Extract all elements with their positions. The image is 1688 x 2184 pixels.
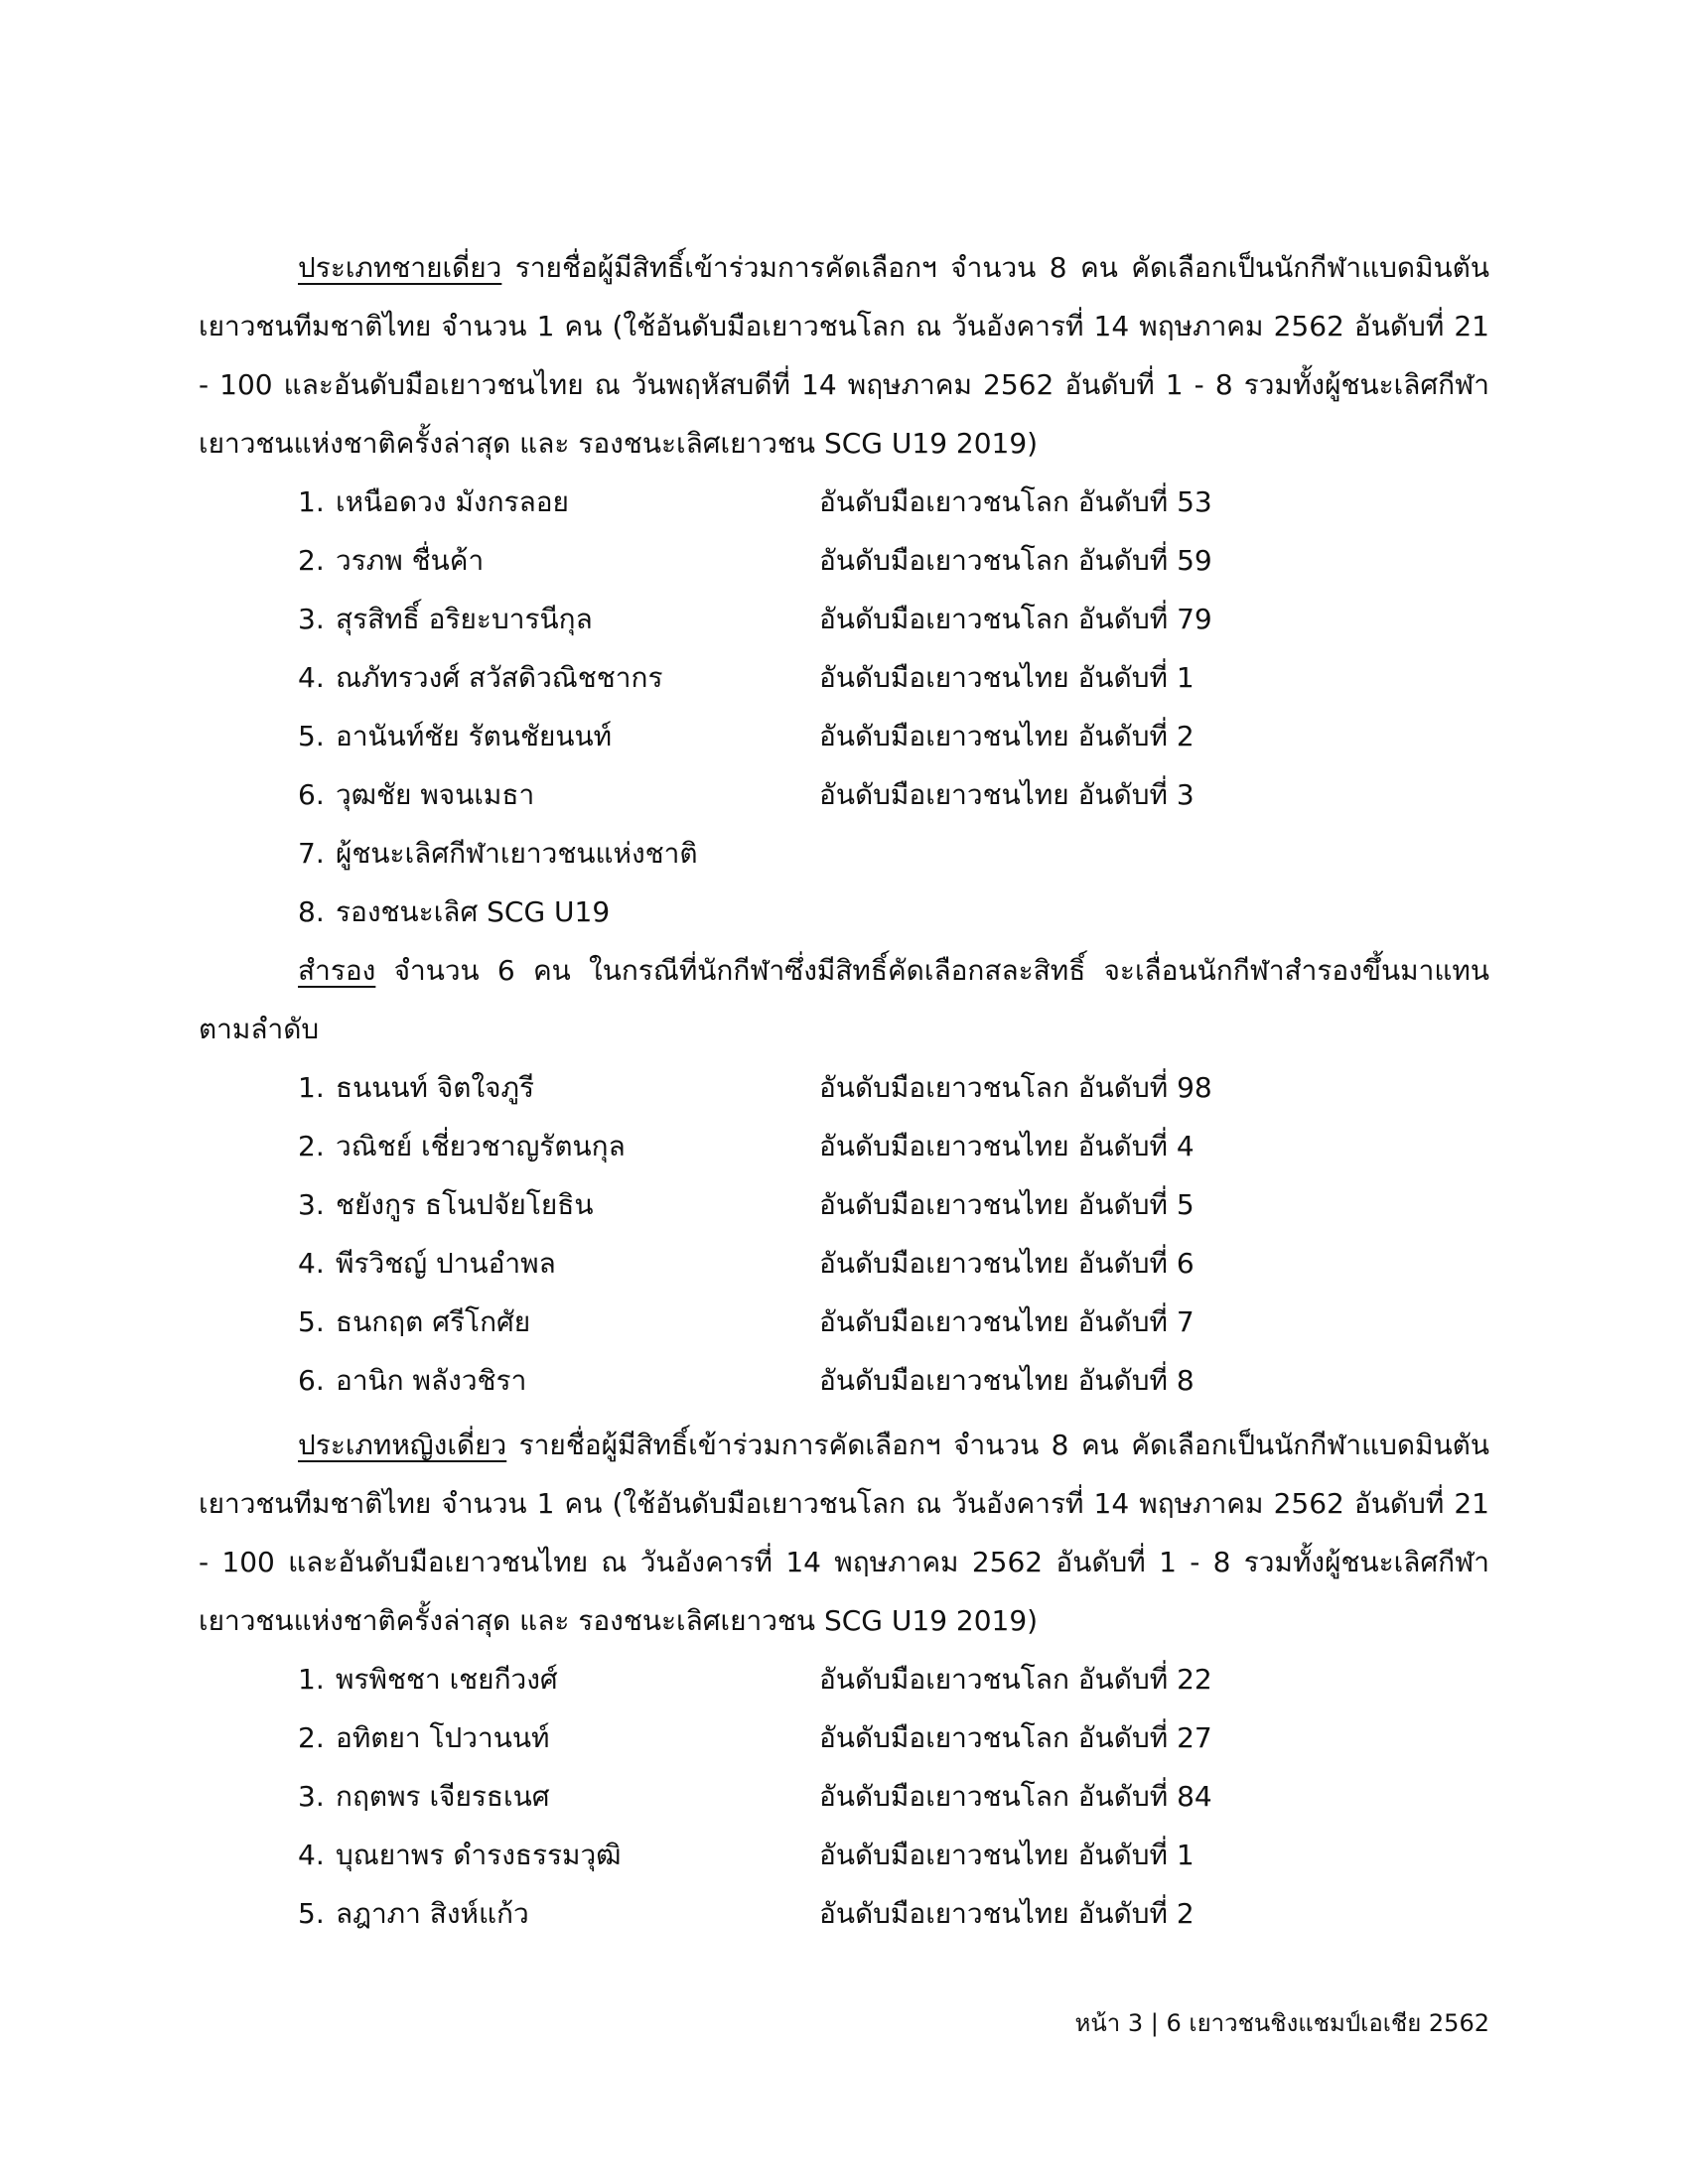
list-item bbox=[199, 707, 1489, 765]
list-item bbox=[199, 648, 1489, 707]
player-name: ผู้ชนะเลิศกีฬาเยาวชนแห่งชาติ bbox=[336, 837, 698, 870]
player-name: อานันท์ชัย รัตนชัยนนท์ bbox=[336, 720, 613, 752]
list-item bbox=[199, 1650, 1489, 1708]
girls-section-intro bbox=[199, 1416, 1489, 1650]
reserve-player-list bbox=[199, 1058, 1489, 1410]
player-rank: อันดับมือเยาวชนโลก อันดับที่ 22 bbox=[819, 1663, 1212, 1696]
list-item bbox=[199, 1826, 1489, 1884]
boys-section-intro bbox=[199, 238, 1489, 473]
item-number: 4. bbox=[298, 661, 325, 694]
list-item bbox=[199, 1767, 1489, 1826]
list-item bbox=[199, 1117, 1489, 1175]
item-number: 2. bbox=[298, 1721, 325, 1754]
item-number: 2. bbox=[298, 544, 325, 577]
reserve-section-intro bbox=[199, 941, 1489, 1058]
player-name: ธนกฤต ศรีโกศัย bbox=[336, 1305, 531, 1338]
item-number: 4. bbox=[298, 1247, 325, 1280]
boys-player-list bbox=[199, 473, 1489, 941]
page-footer: หน้า 3 | 6 เยาวชนชิงแชมป์เอเชีย 2562 bbox=[1074, 2009, 1489, 2037]
player-name: วณิชย์ เชี่ยวชาญรัตนกุล bbox=[336, 1130, 626, 1162]
boys-intro-text: รายชื่อผู้มีสิทธิ์เข้าร่วมการคัดเลือกฯ จำนวน 8 คน คัดเลือกเป็นนักกีฬาแบดมินตันเยาวชนทีมชาติไทย จำนวน 1 คน (ใช้อันดับมือเยาวชนโลก ณ วันอังคารที่ 14 พฤษภาคม 2562 อันดับที่ 21 - 100 และอันดับมือเยาวชนไทย ณ วันพฤหัสบดีที่ 14 พฤษภาคม 2562 อันดับที่ 1 - 8 รวมทั้งผู้ชนะเลิศกีฬาเยาวชนแห่งชาติครั้งล่าสุด และ รองชนะเลิศเยาวชน SCG U19 2019) bbox=[199, 251, 1489, 460]
list-item bbox=[199, 765, 1489, 824]
item-number: 2. bbox=[298, 1130, 325, 1162]
girls-intro-text: รายชื่อผู้มีสิทธิ์เข้าร่วมการคัดเลือกฯ จำนวน 8 คน คัดเลือกเป็นนักกีฬาแบดมินตันเยาวชนทีมชาติไทย จำนวน 1 คน (ใช้อันดับมือเยาวชนโลก ณ วันอังคารที่ 14 พฤษภาคม 2562 อันดับที่ 21 - 100 และอันดับมือเยาวชนไทย ณ วันอังคารที่ 14 พฤษภาคม 2562 อันดับที่ 1 - 8 รวมทั้งผู้ชนะเลิศกีฬาเยาวชนแห่งชาติครั้งล่าสุด และ รองชนะเลิศเยาวชน SCG U19 2019) bbox=[199, 1429, 1489, 1637]
player-rank: อันดับมือเยาวชนไทย อันดับที่ 2 bbox=[819, 720, 1195, 752]
item-number: 5. bbox=[298, 720, 325, 752]
list-item bbox=[199, 1884, 1489, 1943]
boys-section-heading: ประเภทชายเดี่ยว bbox=[298, 251, 502, 284]
item-number: 3. bbox=[298, 603, 325, 635]
list-item bbox=[199, 883, 1489, 941]
list-item bbox=[199, 1058, 1489, 1117]
player-rank: อันดับมือเยาวชนโลก อันดับที่ 98 bbox=[819, 1071, 1212, 1104]
player-name: ชยังกูร ธโนปจัยโยธิน bbox=[336, 1188, 594, 1221]
player-rank: อันดับมือเยาวชนโลก อันดับที่ 59 bbox=[819, 544, 1212, 577]
player-name: วรภพ ชื่นค้า bbox=[336, 544, 485, 577]
player-name: รองชนะเลิศ SCG U19 bbox=[336, 895, 611, 928]
item-number: 1. bbox=[298, 1663, 325, 1696]
girls-player-list bbox=[199, 1650, 1489, 1943]
player-name: ณภัทรวงศ์ สวัสดิวณิชชากร bbox=[336, 661, 663, 694]
player-name: พรพิชชา เชยกีวงศ์ bbox=[336, 1663, 558, 1696]
item-number: 8. bbox=[298, 895, 325, 928]
player-name: พีรวิชญ์ ปานอำพล bbox=[336, 1247, 556, 1280]
item-number: 4. bbox=[298, 1839, 325, 1871]
player-rank: อันดับมือเยาวชนไทย อันดับที่ 4 bbox=[819, 1130, 1195, 1162]
player-name: ธนนนท์ จิตใจภูรี bbox=[336, 1071, 535, 1104]
item-number: 1. bbox=[298, 1071, 325, 1104]
item-number: 5. bbox=[298, 1305, 325, 1338]
list-item bbox=[199, 824, 1489, 883]
player-rank: อันดับมือเยาวชนไทย อันดับที่ 7 bbox=[819, 1305, 1195, 1338]
player-rank: อันดับมือเยาวชนไทย อันดับที่ 2 bbox=[819, 1897, 1195, 1930]
item-number: 3. bbox=[298, 1780, 325, 1813]
player-rank: อันดับมือเยาวชนไทย อันดับที่ 3 bbox=[819, 778, 1195, 811]
document-page bbox=[199, 238, 1489, 1943]
player-name: บุณยาพร ดำรงธรรมวุฒิ bbox=[336, 1839, 622, 1871]
player-name: วุฒชัย พจนเมธา bbox=[336, 778, 535, 811]
player-rank: อันดับมือเยาวชนไทย อันดับที่ 6 bbox=[819, 1247, 1195, 1280]
list-item bbox=[199, 590, 1489, 648]
player-rank: อันดับมือเยาวชนไทย อันดับที่ 5 bbox=[819, 1188, 1195, 1221]
player-rank: อันดับมือเยาวชนโลก อันดับที่ 53 bbox=[819, 485, 1212, 518]
item-number: 6. bbox=[298, 778, 325, 811]
reserve-intro-text: จำนวน 6 คน ในกรณีที่นักกีฬาซึ่งมีสิทธิ์คัดเลือกสละสิทธิ์ จะเลื่อนนักกีฬาสำรองขึ้นมาแทนตามลำดับ bbox=[199, 954, 1489, 1045]
player-name: อทิตยา โปวานนท์ bbox=[336, 1721, 550, 1754]
player-rank: อันดับมือเยาวชนโลก อันดับที่ 84 bbox=[819, 1780, 1212, 1813]
player-name: สุรสิทธิ์ อริยะบารนีกุล bbox=[336, 603, 593, 635]
list-item bbox=[199, 1708, 1489, 1767]
list-item bbox=[199, 531, 1489, 590]
list-item bbox=[199, 473, 1489, 531]
item-number: 1. bbox=[298, 485, 325, 518]
list-item bbox=[199, 1234, 1489, 1293]
player-rank: อันดับมือเยาวชนโลก อันดับที่ 27 bbox=[819, 1721, 1212, 1754]
list-item bbox=[199, 1351, 1489, 1410]
girls-section-heading: ประเภทหญิงเดี่ยว bbox=[298, 1429, 507, 1461]
player-rank: อันดับมือเยาวชนไทย อันดับที่ 1 bbox=[819, 1839, 1195, 1871]
item-number: 7. bbox=[298, 837, 325, 870]
player-rank: อันดับมือเยาวชนไทย อันดับที่ 1 bbox=[819, 661, 1195, 694]
player-rank: อันดับมือเยาวชนไทย อันดับที่ 8 bbox=[819, 1364, 1195, 1397]
list-item bbox=[199, 1293, 1489, 1351]
player-name: อานิก พลังวชิรา bbox=[336, 1364, 527, 1397]
player-name: ลฎาภา สิงห์แก้ว bbox=[336, 1897, 529, 1930]
player-name: เหนือดวง มังกรลอย bbox=[336, 485, 569, 518]
item-number: 3. bbox=[298, 1188, 325, 1221]
reserve-section-heading: สำรอง bbox=[298, 954, 376, 987]
player-name: กฤตพร เจียรธเนศ bbox=[336, 1780, 550, 1813]
item-number: 5. bbox=[298, 1897, 325, 1930]
player-rank: อันดับมือเยาวชนโลก อันดับที่ 79 bbox=[819, 603, 1212, 635]
item-number: 6. bbox=[298, 1364, 325, 1397]
list-item bbox=[199, 1175, 1489, 1234]
